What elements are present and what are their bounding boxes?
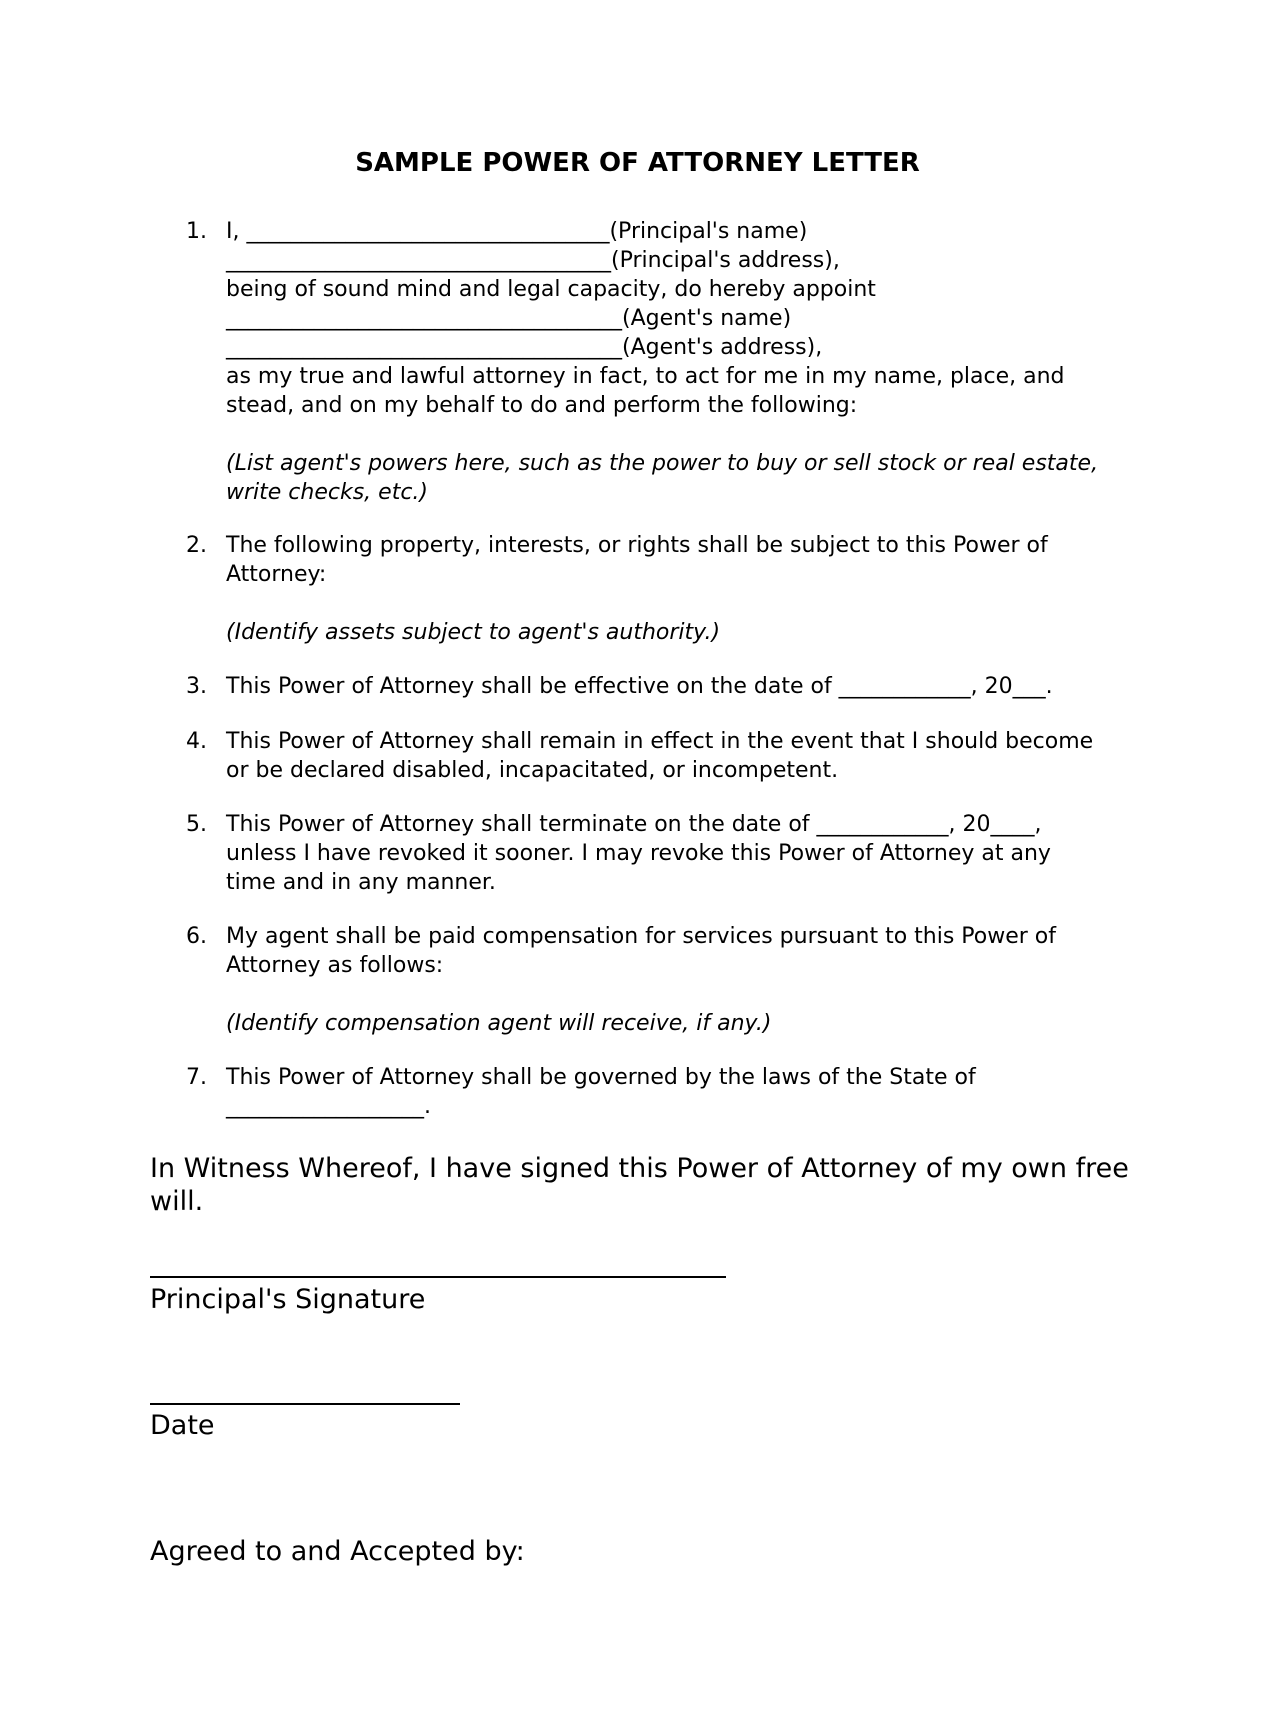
item-line: time and in any manner.: [226, 870, 496, 895]
witness-line: In Witness Whereof, I have signed this Power of Attorney of my own free: [150, 1153, 1129, 1184]
item-number: 2.: [186, 533, 207, 558]
item-content: [226, 727, 1146, 785]
item-line: unless I have revoked it sooner. I may revoke this Power of Attorney at any: [226, 841, 1051, 866]
item-note-line: (List agent's powers here, such as the power to buy or sell stock or real estate,: [226, 451, 1099, 476]
item-line: My agent shall be paid compensation for services pursuant to this Power of: [226, 924, 1056, 949]
item-line: ____________________________________(Agent's address),: [226, 335, 823, 360]
item-line: ___________________________________(Principal's address),: [226, 248, 840, 273]
item-line: This Power of Attorney shall remain in effect in the event that I should become: [226, 729, 1094, 754]
item-line: The following property, interests, or rights shall be subject to this Power of: [226, 533, 1048, 558]
item-number: 1.: [186, 219, 207, 244]
item-note-line: (Identify assets subject to agent's authority.): [226, 620, 721, 645]
item-note-line: write checks, etc.): [226, 480, 428, 505]
item-line: This Power of Attorney shall be governed by the laws of the State of: [226, 1065, 976, 1090]
item-line: __________________.: [226, 1094, 431, 1119]
item-line: This Power of Attorney shall be effective on the date of ____________, 20___.: [226, 674, 1053, 699]
witness-statement: [150, 1152, 1129, 1218]
item-number: 7.: [186, 1065, 207, 1090]
item-content: [226, 922, 1146, 1038]
item-content: [226, 1063, 1146, 1121]
document-title: SAMPLE POWER OF ATTORNEY LETTER: [355, 148, 920, 178]
item-content: [226, 810, 1146, 897]
item-number: 4.: [186, 729, 207, 754]
item-line: Attorney:: [226, 562, 327, 587]
item-number: 5.: [186, 812, 207, 837]
item-line: This Power of Attorney shall terminate on the date of ____________, 20____,: [226, 812, 1042, 837]
item-line: ____________________________________(Agent's name): [226, 306, 792, 331]
item-line: being of sound mind and legal capacity, do hereby appoint: [226, 277, 876, 302]
signature-label: Principal's Signature: [150, 1284, 426, 1315]
item-line: as my true and lawful attorney in fact, to act for me in my name, place, and: [226, 364, 1065, 389]
item-content: [226, 217, 1146, 507]
witness-line: will.: [150, 1186, 204, 1217]
item-number: 3.: [186, 674, 207, 699]
date-label: Date: [150, 1410, 215, 1441]
accepted-label: Agreed to and Accepted by:: [150, 1536, 525, 1567]
item-line: stead, and on my behalf to do and perform the following:: [226, 393, 858, 418]
item-line: Attorney as follows:: [226, 953, 444, 978]
item-content: [226, 531, 1146, 647]
item-line: or be declared disabled, incapacitated, or incompetent.: [226, 758, 839, 783]
item-content: [226, 672, 1146, 701]
signature-line: [150, 1276, 726, 1278]
item-note-line: (Identify compensation agent will receive, if any.): [226, 1011, 772, 1036]
date-line: [150, 1403, 460, 1405]
item-number: 6.: [186, 924, 207, 949]
item-line: I, _________________________________(Principal's name): [226, 219, 808, 244]
